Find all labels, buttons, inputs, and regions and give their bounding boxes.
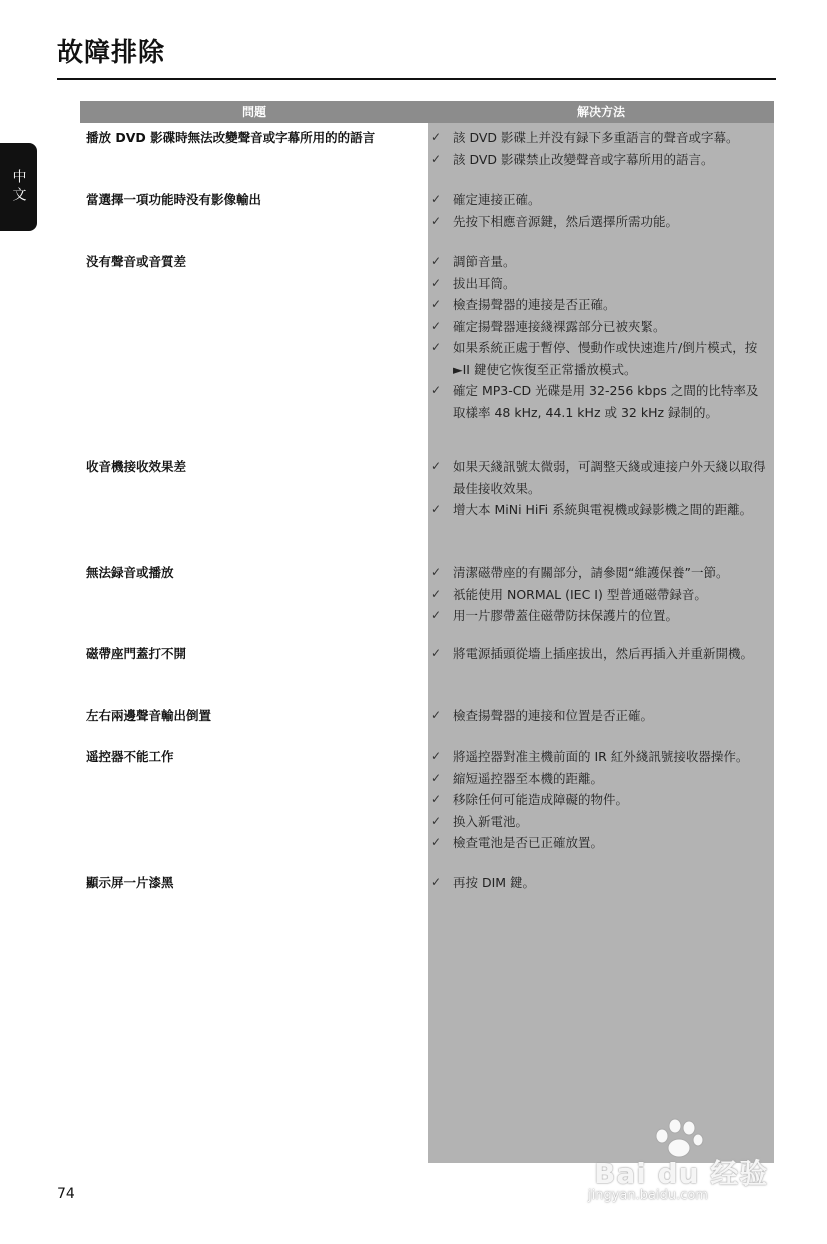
solution-text: 清潔磁帶座的有關部分，請參閲“維護保養”一節。 bbox=[453, 565, 729, 580]
solution-item bbox=[428, 127, 768, 149]
baidu-watermark bbox=[588, 1118, 788, 1208]
solution-item bbox=[428, 605, 768, 627]
solution-text: 如果天綫訊號太微弱，可調整天綫或連接户外天綫以取得最佳接收效果。 bbox=[453, 459, 766, 496]
solution-item bbox=[428, 149, 768, 171]
header-problem: 問題 bbox=[241, 105, 266, 119]
problem-text: 無法録音或播放 bbox=[86, 565, 174, 580]
solution-text: 確定揚聲器連接綫裸露部分已被夾緊。 bbox=[453, 318, 666, 334]
solution-text: 再按 DIM 鍵。 bbox=[453, 875, 536, 890]
solution-item bbox=[428, 832, 768, 854]
solution-list bbox=[428, 705, 768, 727]
checkmark-icon: ✓ bbox=[431, 770, 442, 785]
solution-text: 祇能使用 NORMAL (IEC I) 型普通磁帶録音。 bbox=[453, 586, 707, 602]
watermark-url: jingyan.baidu.com bbox=[588, 1188, 708, 1203]
solution-text: 調節音量。 bbox=[453, 254, 516, 269]
solution-text: 移除任何可能造成障礙的物件。 bbox=[453, 792, 629, 807]
solution-item bbox=[428, 746, 768, 768]
solution-text: 檢查電池是否已正確放置。 bbox=[453, 835, 604, 850]
solution-list bbox=[428, 562, 768, 627]
problem-text: 左右兩邊聲音輸出倒置 bbox=[86, 708, 212, 723]
checkmark-icon: ✓ bbox=[431, 254, 442, 268]
checkmark-icon: ✓ bbox=[431, 297, 442, 311]
solution-text: 檢查揚聲器的連接是否正確。 bbox=[453, 297, 616, 312]
solution-list bbox=[428, 251, 768, 423]
solution-item bbox=[428, 337, 768, 380]
solution-text: 檢查揚聲器的連接和位置是否正確。 bbox=[453, 708, 654, 723]
solution-item bbox=[428, 211, 768, 233]
solution-text: 該 DVD 影碟上并没有録下多重語言的聲音或字幕。 bbox=[453, 130, 739, 145]
checkmark-icon: ✓ bbox=[431, 318, 442, 333]
solution-item bbox=[428, 872, 768, 894]
problem-text: 磁帶座門蓋打不開 bbox=[86, 646, 187, 661]
checkmark-icon: ✓ bbox=[431, 608, 442, 622]
solution-text: 該 DVD 影碟禁止改變聲音或字幕所用的語言。 bbox=[453, 151, 714, 167]
solution-text: 確定連接正確。 bbox=[453, 192, 541, 207]
checkmark-icon: ✓ bbox=[431, 130, 442, 144]
side-tab-label: 中文 bbox=[10, 169, 27, 205]
solution-item bbox=[428, 189, 768, 211]
checkmark-icon: ✓ bbox=[431, 792, 442, 806]
checkmark-icon: ✓ bbox=[431, 502, 442, 516]
checkmark-icon: ✓ bbox=[431, 835, 442, 849]
checkmark-icon: ✓ bbox=[431, 151, 442, 166]
problem-text: 收音機接收效果差 bbox=[86, 459, 187, 474]
watermark-logo: Bai du 经验 bbox=[594, 1157, 769, 1190]
checkmark-icon: ✓ bbox=[431, 586, 442, 601]
checkmark-icon: ✓ bbox=[431, 813, 442, 828]
solution-text: 將電源插頭從墻上插座拔出，然后再插入并重新開機。 bbox=[453, 646, 754, 661]
page-title: 故障排除 bbox=[57, 38, 166, 68]
table-header bbox=[80, 101, 774, 123]
solution-list bbox=[428, 746, 768, 854]
solution-item bbox=[428, 768, 768, 790]
solution-text: 將遥控器對准主機前面的 IR 紅外綫訊號接收器操作。 bbox=[453, 749, 749, 764]
problem-text: 顯示屏一片漆黑 bbox=[86, 875, 174, 890]
solution-text: 换入新電池。 bbox=[453, 813, 529, 829]
problem-text: 没有聲音或音質差 bbox=[86, 254, 187, 269]
solution-text: 縮短遥控器至本機的距離。 bbox=[453, 770, 604, 786]
solution-list bbox=[428, 872, 768, 894]
solution-item bbox=[428, 456, 768, 499]
problem-text: 遥控器不能工作 bbox=[86, 749, 174, 764]
checkmark-icon: ✓ bbox=[431, 213, 442, 228]
checkmark-icon: ✓ bbox=[431, 192, 442, 206]
checkmark-icon: ✓ bbox=[431, 646, 442, 660]
solution-item bbox=[428, 789, 768, 811]
solution-text: 增大本 MiNi HiFi 系統與電視機或録影機之間的距離。 bbox=[453, 502, 753, 517]
language-side-tab bbox=[0, 143, 37, 231]
checkmark-icon: ✓ bbox=[431, 383, 442, 397]
solution-item bbox=[428, 643, 768, 665]
checkmark-icon: ✓ bbox=[431, 875, 442, 889]
solution-item bbox=[428, 811, 768, 833]
solution-item bbox=[428, 273, 768, 295]
problem-text: 當選擇一項功能時没有影像輸出 bbox=[86, 192, 262, 207]
title-rule bbox=[57, 78, 776, 80]
solution-item bbox=[428, 705, 768, 727]
solution-text: 先按下相應音源鍵，然后選擇所需功能。 bbox=[453, 213, 679, 229]
solution-item bbox=[428, 251, 768, 273]
checkmark-icon: ✓ bbox=[431, 275, 442, 290]
solution-text: 確定 MP3-CD 光碟是用 32-256 kbps 之間的比特率及取樣率 48 kHz, 44.1 kHz 或 32 kHz 録制的。 bbox=[453, 383, 759, 420]
checkmark-icon: ✓ bbox=[431, 565, 442, 579]
solution-list bbox=[428, 456, 768, 521]
checkmark-icon: ✓ bbox=[431, 708, 442, 722]
problem-text: 播放 DVD 影碟時無法改變聲音或字幕所用的的語言 bbox=[86, 130, 376, 145]
solution-item bbox=[428, 499, 768, 521]
solution-list bbox=[428, 189, 768, 232]
solution-list bbox=[428, 643, 768, 665]
solution-item bbox=[428, 380, 768, 423]
solution-item bbox=[428, 316, 768, 338]
solution-text: 拔出耳筒。 bbox=[453, 275, 516, 291]
checkmark-icon: ✓ bbox=[431, 749, 442, 763]
solution-text: 用一片膠帶蓋住磁帶防抹保護片的位置。 bbox=[453, 608, 679, 623]
solution-item bbox=[428, 562, 768, 584]
checkmark-icon: ✓ bbox=[431, 340, 442, 354]
header-solution: 解决方法 bbox=[576, 105, 625, 119]
page-number: 74 bbox=[57, 1186, 75, 1202]
solution-list bbox=[428, 127, 768, 170]
solution-text: 如果系統正處于暫停、慢動作或快速進片/倒片模式，按 ►II 鍵使它恢復至正常播放模式。 bbox=[453, 340, 758, 377]
solution-item bbox=[428, 584, 768, 606]
checkmark-icon: ✓ bbox=[431, 459, 442, 473]
solution-item bbox=[428, 294, 768, 316]
